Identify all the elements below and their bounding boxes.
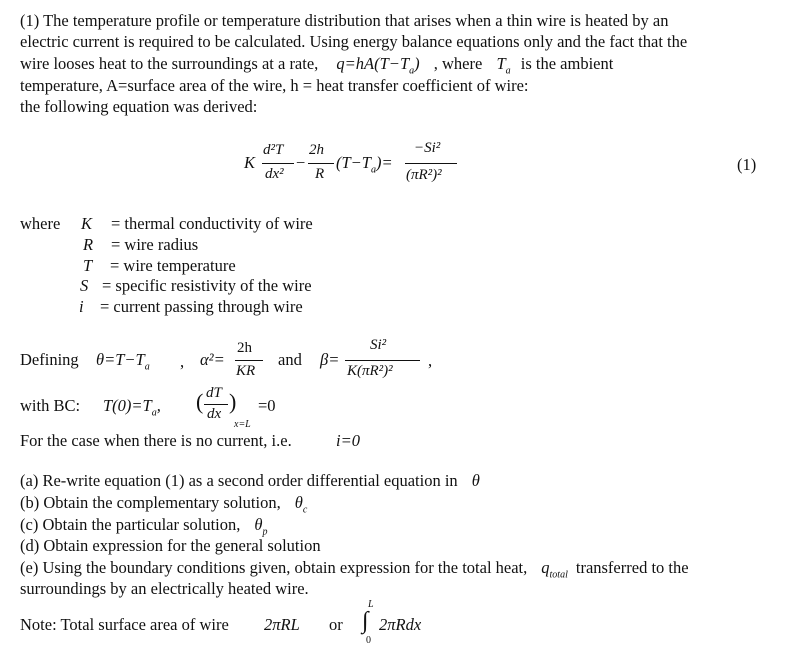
where-sym-i: i	[79, 297, 84, 316]
eq1-numerator: −Si²	[414, 140, 441, 156]
where-label: where	[20, 214, 61, 233]
defining-comma-2: ,	[428, 351, 433, 370]
eq1-paren-term: $(T-T_a)=$	[336, 153, 393, 176]
eq1-dx2: dx²	[265, 166, 284, 182]
intro-line-3	[20, 56, 613, 76]
part-a: (a) Re-write equation (1) as a second order differential equation in θ	[20, 471, 480, 490]
bc-label: with BC:	[20, 396, 81, 415]
beta-denominator: K(πR²)²	[347, 363, 393, 379]
note-expr-2: 2πRdx	[379, 615, 422, 634]
eq1-frac-bar-1	[262, 163, 294, 164]
alpha-denominator: KR	[236, 363, 256, 379]
heat-rate-expression: $q=hA(T-T_a)$	[336, 54, 420, 77]
part-e-line-1: (e) Using the boundary conditions given, obtain expression for the total heat, $q_{total}$ transferred to the	[20, 558, 689, 581]
note-or: or	[329, 615, 343, 634]
beta-eq: β=	[320, 350, 340, 369]
part-d: (d) Obtain expression for the general solution	[20, 536, 321, 555]
where-def-S: = specific resistivity of the wire	[102, 276, 312, 295]
no-current-text: For the case when there is no current, i.e.	[20, 431, 292, 450]
bc-open-paren: (	[196, 389, 204, 414]
eq1-minus: −	[296, 153, 306, 172]
intro-line-3-text: wire looses heat to the surroundings at a rate,	[20, 54, 319, 73]
part-b: (b) Obtain the complementary solution, $\theta_c$	[20, 493, 308, 516]
eq1-K: K	[244, 153, 256, 172]
bc-dx: dx	[207, 406, 222, 422]
integral-upper-limit: L	[368, 599, 374, 610]
bc-close-paren: )	[229, 389, 237, 414]
where-sym-T: T	[83, 256, 93, 275]
note-text: Note: Total surface area of wire	[20, 615, 229, 634]
integral-lower-limit: 0	[366, 635, 371, 646]
where-def-T: = wire temperature	[110, 256, 236, 275]
intro-line-3-end: is the ambient	[520, 54, 614, 73]
intro-line-1: (1) The temperature profile or temperature distribution that arises when a thin wire is heated by an	[20, 11, 669, 30]
eq1-frac-bar-2	[308, 163, 334, 164]
eq1-denominator: (πR²)²	[406, 167, 442, 183]
bc-subscript: x=L	[234, 419, 251, 430]
alpha-sq: α²=	[200, 350, 225, 369]
part-e-line-2: surroundings by an electrically heated wire.	[20, 579, 309, 598]
eq1-R: R	[315, 166, 325, 182]
ambient-temp-symbol: $T_a$	[496, 54, 511, 77]
where-def-i: = current passing through wire	[100, 297, 303, 316]
eq1-2h: 2h	[309, 142, 324, 158]
bc-dT: dT	[206, 385, 222, 401]
bc-T0: $T(0)=T_a$,	[103, 396, 161, 419]
bc-eq0: =0	[258, 396, 276, 415]
no-current-eq: i=0	[336, 431, 360, 450]
equation-number: (1)	[737, 155, 757, 174]
bc-frac-bar	[204, 404, 228, 405]
where-sym-S: S	[80, 276, 89, 295]
intro-where: , where	[433, 54, 483, 73]
beta-numerator: Si²	[370, 337, 387, 353]
part-c: (c) Obtain the particular solution, $\theta_p$	[20, 515, 268, 538]
alpha-numerator: 2h	[237, 340, 252, 356]
eq1-frac-bar-3	[405, 163, 457, 164]
intro-line-2: electric current is required to be calculated. Using energy balance equations only and the fact that the	[20, 32, 688, 51]
intro-line-5: the following equation was derived:	[20, 97, 258, 116]
defining-label: Defining	[20, 350, 79, 369]
defining-comma-1: ,	[180, 352, 185, 371]
theta-definition: $\theta=T-T_a$	[96, 350, 150, 373]
where-def-R: = wire radius	[111, 235, 199, 254]
integral-sign: ∫	[362, 608, 369, 634]
note-expr-1: 2πRL	[264, 615, 300, 634]
eq1-d2T: d²T	[263, 142, 284, 158]
where-sym-K: K	[81, 214, 93, 233]
intro-line-4: temperature, A=surface area of the wire, h = heat transfer coefficient of wire:	[20, 76, 529, 95]
alpha-frac-bar	[235, 360, 263, 361]
where-def-K: = thermal conductivity of wire	[111, 214, 313, 233]
beta-frac-bar	[345, 360, 420, 361]
where-sym-R: R	[83, 235, 94, 254]
and-word: and	[278, 350, 302, 369]
